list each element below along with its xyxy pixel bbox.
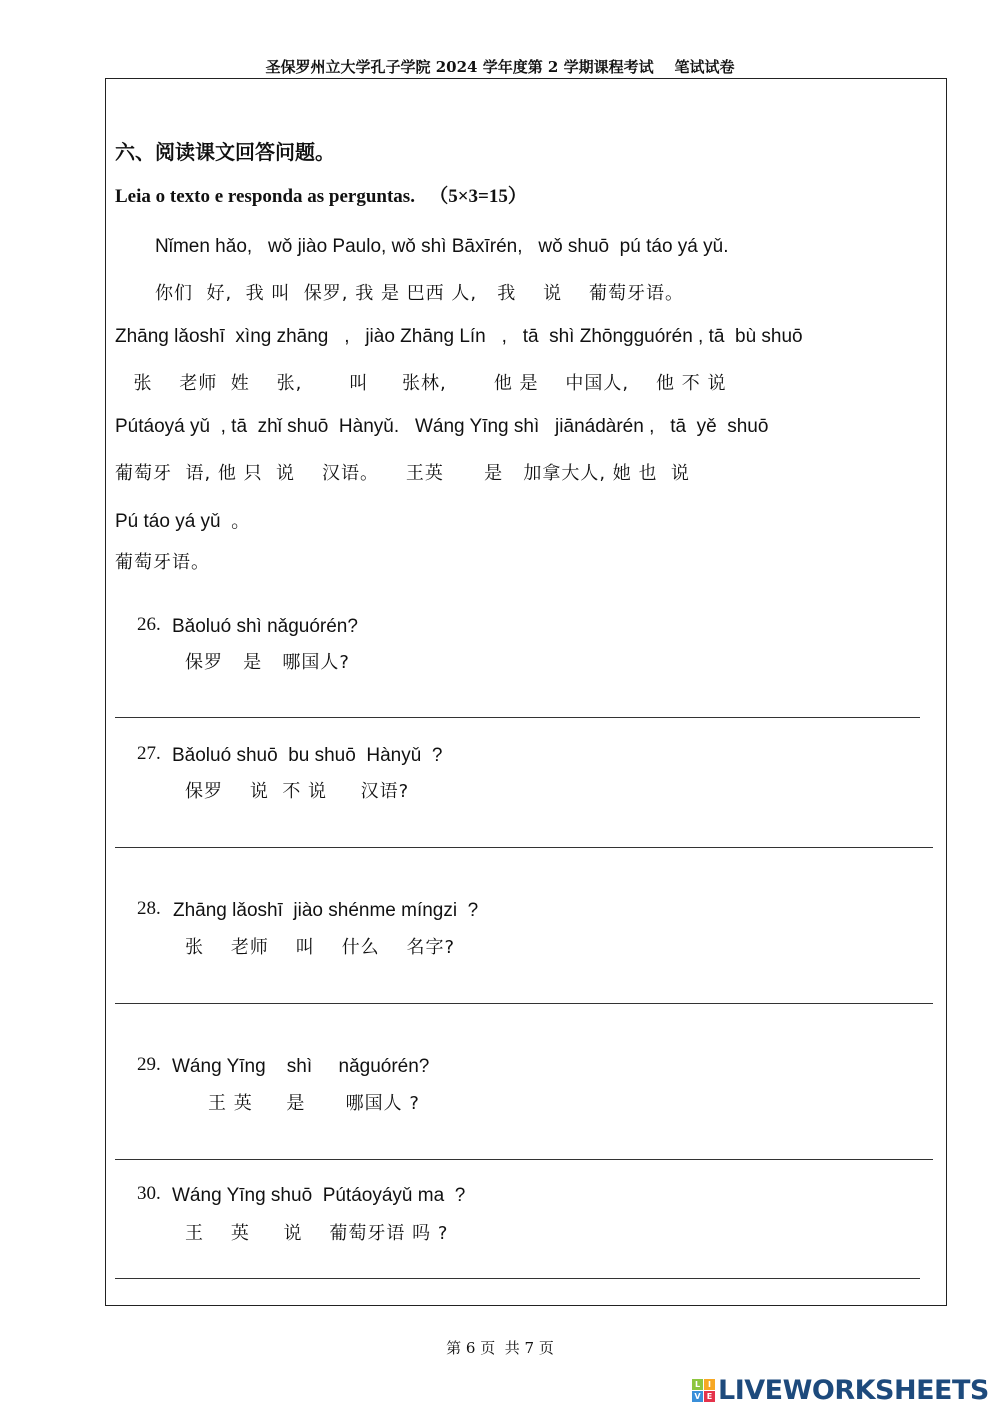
logo-tiles — [692, 1379, 715, 1402]
passage-hanzi: 葡萄牙语。 — [115, 552, 210, 573]
question-hanzi: 王 英 说 葡萄牙语 吗 ? — [185, 1223, 449, 1244]
question-pinyin: Wáng Yīng shuō Pútáoyáyǔ ma ? — [172, 1185, 466, 1206]
section-title: 六、阅读课文回答问题。 — [115, 140, 335, 164]
logo-tile: V — [692, 1391, 703, 1402]
question-hanzi: 王 英 是 哪国人 ? — [208, 1093, 420, 1114]
answer-line[interactable] — [115, 1159, 933, 1160]
answer-line[interactable] — [115, 1003, 933, 1004]
question-hanzi: 保罗 是 哪国人? — [185, 652, 350, 673]
exam-header: 圣保罗州立大学孔子学院 2024 学年度第 2 学期课程考试 笔试试卷 — [265, 58, 735, 76]
question-pinyin: Bǎoluó shì nǎguórén? — [172, 616, 358, 637]
page-number: 第 6 页 共 7 页 — [446, 1339, 554, 1357]
answer-line[interactable] — [115, 1278, 920, 1279]
question-pinyin: Bǎoluó shuō bu shuō Hànyǔ ? — [172, 745, 443, 766]
passage-pinyin: Pútáoyá yǔ , tā zhǐ shuō Hànyǔ. Wáng Yīng shì jiānádàrén , tā yě shuō — [115, 416, 769, 437]
passage-pinyin: Pú táo yá yǔ 。 — [115, 511, 251, 532]
passage-hanzi: 你们 好, 我 叫 保罗, 我 是 巴西 人, 我 说 葡萄牙语。 — [155, 283, 685, 304]
passage-hanzi: 张 老师 姓 张, 叫 张林, 他 是 中国人, 他 不 说 — [120, 373, 727, 394]
question-number: 29. — [137, 1054, 161, 1075]
question-number: 28. — [137, 898, 161, 919]
section-subtitle: Leia o texto e responda as perguntas. （5×3=15） — [115, 186, 527, 207]
question-number: 30. — [137, 1183, 161, 1204]
passage-hanzi: 葡萄牙 语, 他 只 说 汉语。 王英 是 加拿大人, 她 也 说 — [115, 463, 690, 484]
logo-tile: E — [704, 1391, 715, 1402]
question-pinyin: Wáng Yīng shì nǎguórén? — [172, 1056, 430, 1077]
passage-pinyin: Nǐmen hǎo, wǒ jiào Paulo, wǒ shì Bāxīrén, wǒ shuō pú táo yá yǔ. — [155, 236, 729, 257]
logo-text: LIVEWORKSHEETS — [718, 1375, 989, 1406]
question-number: 27. — [137, 743, 161, 764]
logo-tile: I — [704, 1379, 715, 1390]
question-number: 26. — [137, 614, 161, 635]
answer-line[interactable] — [115, 717, 920, 718]
content-frame — [105, 78, 947, 1306]
answer-line[interactable] — [115, 847, 933, 848]
logo-tile: L — [692, 1379, 703, 1390]
question-hanzi: 张 老师 叫 什么 名字? — [185, 937, 456, 958]
question-hanzi: 保罗 说 不 说 汉语? — [185, 781, 410, 802]
question-pinyin: Zhāng lǎoshī jiào shénme míngzi ? — [173, 900, 479, 921]
passage-pinyin: Zhāng lǎoshī xìng zhāng , jiào Zhāng Lín , tā shì Zhōngguórén , tā bù shuō — [115, 326, 803, 347]
liveworksheets-logo — [692, 1375, 989, 1406]
